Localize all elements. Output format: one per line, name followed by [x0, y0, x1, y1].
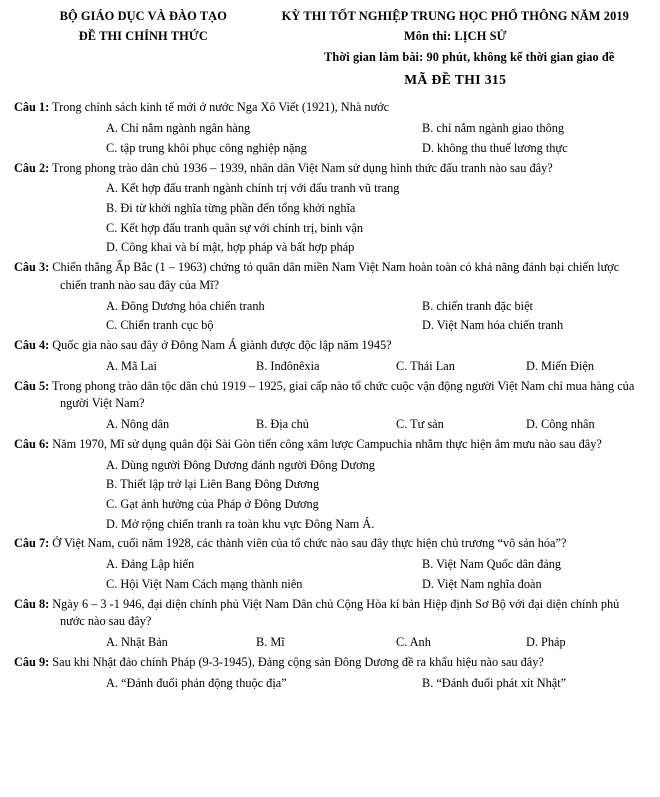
option-b[interactable]: B. Đi từ khởi nghĩa từng phần đến tổng khởi nghĩa — [106, 201, 356, 216]
official-exam-label: ĐỀ THI CHÍNH THỨC — [78, 28, 208, 43]
header-right-block — [269, 8, 642, 89]
option-d[interactable]: D. Việt Nam nghĩa đoàn — [422, 576, 542, 591]
option-c[interactable]: C. Anh — [396, 635, 431, 650]
option-c[interactable]: C. Tư sản — [396, 417, 444, 432]
question-item — [14, 378, 646, 435]
option-a[interactable]: A. Đông Dương hóa chiến tranh — [106, 298, 265, 313]
question-item — [14, 436, 646, 535]
question-label: Câu 5: — [14, 378, 50, 393]
question-label: Câu 3: — [14, 260, 50, 275]
question-stem — [14, 160, 646, 178]
option-b[interactable]: B. chiến tranh đặc biệt — [422, 298, 533, 313]
option-c[interactable]: C. tập trung khôi phục công nghiệp nặng — [106, 140, 307, 155]
option-group — [14, 179, 646, 258]
question-item — [14, 337, 646, 377]
option-b[interactable]: B. Thiết lập trở lại Liên Bang Đông Dương — [106, 477, 320, 492]
option-group — [14, 555, 646, 594]
document-header — [14, 8, 646, 89]
question-stem — [14, 337, 646, 355]
question-stem — [14, 535, 646, 553]
question-text: Trong phong trào dân tộc dân chủ 1919 – 1925, giai cấp nào tổ chức cuộc vận động người Việt Nam chỉ mua hàng của người Việt Nam? — [52, 378, 635, 411]
question-text: Ở Việt Nam, cuối năm 1928, các thành viên của tổ chức nào sau đây thực hiện chủ trương “vô sản hóa”? — [52, 536, 567, 551]
option-a[interactable]: A. “Đánh đuổi phản động thuộc địa” — [106, 675, 287, 690]
exam-title: KỲ THI TỐT NGHIỆP TRUNG HỌC PHỔ THÔNG NĂM 2019 — [281, 9, 629, 23]
question-item — [14, 259, 646, 336]
question-text: Chiến thắng Ấp Bắc (1 – 1963) chứng tỏ quân dân miền Nam Việt Nam hoàn toàn có khả năng đánh bại chiến lược chiến tranh nào sau đây của Mĩ? — [52, 260, 620, 292]
question-stem — [14, 654, 646, 672]
option-c[interactable]: C. Thái Lan — [396, 358, 455, 373]
question-item — [14, 596, 646, 653]
option-group — [14, 119, 646, 158]
question-label: Câu 9: — [14, 654, 50, 669]
option-d[interactable]: D. Pháp — [526, 635, 566, 650]
option-a[interactable]: A. Đảng Lập hiến — [106, 557, 195, 572]
option-group — [14, 415, 646, 435]
option-b[interactable]: B. Địa chủ — [256, 417, 309, 432]
question-item — [14, 654, 646, 694]
question-text: Trong phong trào dân chủ 1936 – 1939, nhân dân Việt Nam sử dụng hình thức đấu tranh nào sau đây? — [52, 160, 553, 175]
question-label: Câu 6: — [14, 436, 50, 451]
option-d[interactable]: D. Mở rộng chiến tranh ra toàn khu vực Đông Nam Á. — [106, 516, 375, 531]
question-item — [14, 535, 646, 594]
question-label: Câu 8: — [14, 596, 50, 611]
question-text: Năm 1970, Mĩ sử dụng quân đội Sài Gòn tiến công xâm lược Campuchia nhằm thực hiện âm mưu nào sau đây? — [52, 436, 602, 451]
option-b[interactable]: B. Việt Nam Quốc dân đảng — [422, 557, 562, 572]
question-stem — [14, 378, 646, 414]
question-item — [14, 99, 646, 158]
option-c[interactable]: C. Hội Việt Nam Cách mạng thành niên — [106, 576, 303, 591]
header-left-block — [18, 8, 269, 44]
question-text: Sau khi Nhật đảo chính Pháp (9-3-1945), Đảng cộng sản Đông Dương đề ra khẩu hiệu nào sau đây? — [52, 654, 544, 669]
question-label: Câu 2: — [14, 160, 50, 175]
option-group — [14, 674, 646, 694]
question-text: Trong chính sách kinh tế mới ở nước Nga Xô Viết (1921), Nhà nước — [52, 100, 390, 115]
question-list — [14, 99, 646, 693]
option-c[interactable]: C. Kết hợp đấu tranh quân sự với chính trị, binh vận — [106, 220, 364, 235]
option-c[interactable]: C. Chiến tranh cục bộ — [106, 318, 214, 333]
question-item — [14, 160, 646, 259]
question-stem — [14, 99, 646, 117]
option-group — [14, 297, 646, 336]
option-a[interactable]: A. Mã Lai — [106, 358, 157, 373]
option-d[interactable]: D. Miến Điện — [526, 358, 594, 373]
option-d[interactable]: D. Công nhân — [526, 417, 595, 432]
question-text: Quốc gia nào sau đây ở Đông Nam Á giành được độc lập năm 1945? — [52, 338, 392, 353]
option-b[interactable]: B. chỉ nắm ngành giao thông — [422, 121, 565, 136]
question-label: Câu 7: — [14, 536, 50, 551]
option-a[interactable]: A. Dùng người Đông Dương đánh người Đông Dương — [106, 457, 375, 472]
option-c[interactable]: C. Gạt ảnh hưởng của Pháp ở Đông Dương — [106, 497, 319, 512]
option-a[interactable]: A. Nhật Bản — [106, 635, 168, 650]
question-stem — [14, 596, 646, 632]
question-label: Câu 4: — [14, 338, 50, 353]
question-label: Câu 1: — [14, 100, 50, 115]
question-stem — [14, 436, 646, 454]
option-a[interactable]: A. Kết hợp đấu tranh ngành chính trị với đấu tranh vũ trang — [106, 181, 400, 196]
option-d[interactable]: D. Việt Nam hóa chiến tranh — [422, 318, 564, 333]
option-b[interactable]: B. Inđônêxia — [256, 358, 320, 373]
question-stem — [14, 259, 646, 295]
exam-duration: Thời gian làm bài: 90 phút, không kể thời gian giao đề — [324, 50, 615, 65]
option-d[interactable]: D. Công khai và bí mật, hợp pháp và bất hợp pháp — [106, 240, 355, 255]
option-a[interactable]: A. Chỉ nắm ngành ngân hàng — [106, 121, 251, 136]
exam-code: MÃ ĐỀ THI 315 — [404, 72, 507, 88]
option-group — [14, 456, 646, 535]
option-b[interactable]: B. Mĩ — [256, 635, 285, 650]
option-group — [14, 357, 646, 377]
ministry-name: BỘ GIÁO DỤC VÀ ĐÀO TẠO — [59, 9, 227, 23]
option-b[interactable]: B. “Đánh đuổi phát xít Nhật” — [422, 675, 567, 690]
exam-subject: Môn thi: LỊCH SỬ — [403, 28, 507, 43]
option-group — [14, 633, 646, 653]
option-d[interactable]: D. không thu thuế lương thực — [422, 140, 568, 155]
option-a[interactable]: A. Nông dân — [106, 417, 170, 432]
question-text: Ngày 6 – 3 -1 946, đại diện chính phủ Việt Nam Dân chủ Cộng Hòa kí bản Hiệp định Sơ Bộ với đại diện chính phủ nước nào sau đây? — [52, 596, 620, 629]
